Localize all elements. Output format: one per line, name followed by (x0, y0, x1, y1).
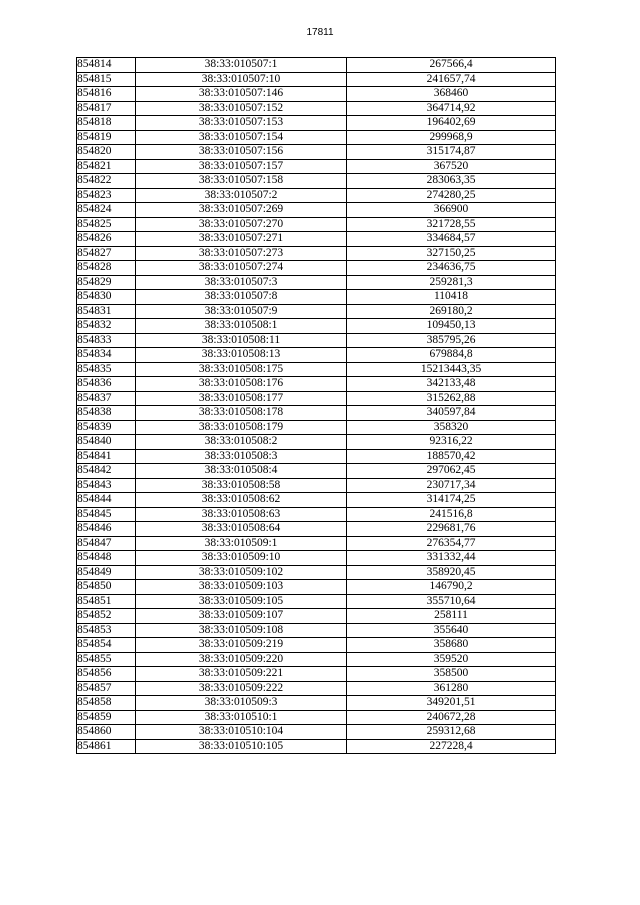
cadastral-number-cell: 38:33:010507:274 (136, 261, 347, 276)
cadastral-number-cell: 38:33:010508:62 (136, 493, 347, 508)
row-number-cell: 854852 (77, 609, 136, 624)
cadastral-number-cell: 38:33:010508:177 (136, 391, 347, 406)
cadastral-value-cell: 367520 (347, 159, 556, 174)
cadastral-value-cell: 227228,4 (347, 739, 556, 754)
cadastral-value-cell: 269180,2 (347, 304, 556, 319)
cadastral-value-cell: 327150,25 (347, 246, 556, 261)
cadastral-number-cell: 38:33:010508:63 (136, 507, 347, 522)
cadastral-value-cell: 340597,84 (347, 406, 556, 421)
cadastral-value-cell: 321728,55 (347, 217, 556, 232)
table-row (77, 159, 556, 174)
row-number-cell: 854814 (77, 58, 136, 73)
cadastral-number-cell: 38:33:010509:102 (136, 565, 347, 580)
cadastral-value-cell: 314174,25 (347, 493, 556, 508)
row-number-cell: 854823 (77, 188, 136, 203)
cadastral-value-cell: 355640 (347, 623, 556, 638)
table-row (77, 667, 556, 682)
row-number-cell: 854838 (77, 406, 136, 421)
cadastral-value-cell: 259312,68 (347, 725, 556, 740)
cadastral-number-cell: 38:33:010509:1 (136, 536, 347, 551)
table-row (77, 203, 556, 218)
row-number-cell: 854834 (77, 348, 136, 363)
table-row (77, 507, 556, 522)
row-number-cell: 854860 (77, 725, 136, 740)
cadastral-value-cell: 368460 (347, 87, 556, 102)
cadastral-value-cell: 274280,25 (347, 188, 556, 203)
row-number-cell: 854840 (77, 435, 136, 450)
row-number-cell: 854829 (77, 275, 136, 290)
cadastral-value-cell: 276354,77 (347, 536, 556, 551)
cadastral-number-cell: 38:33:010507:271 (136, 232, 347, 247)
cadastral-value-cell: 267566,4 (347, 58, 556, 73)
cadastral-value-cell: 92316,22 (347, 435, 556, 450)
cadastral-number-cell: 38:33:010509:220 (136, 652, 347, 667)
cadastral-number-cell: 38:33:010509:107 (136, 609, 347, 624)
row-number-cell: 854822 (77, 174, 136, 189)
cadastral-number-cell: 38:33:010508:3 (136, 449, 347, 464)
cadastral-number-cell: 38:33:010509:219 (136, 638, 347, 653)
cadastral-value-cell: 366900 (347, 203, 556, 218)
row-number-cell: 854850 (77, 580, 136, 595)
cadastral-value-table (76, 57, 556, 754)
cadastral-value-cell: 359520 (347, 652, 556, 667)
cadastral-number-cell: 38:33:010508:2 (136, 435, 347, 450)
table-row (77, 420, 556, 435)
row-number-cell: 854842 (77, 464, 136, 479)
table-row (77, 377, 556, 392)
table-row (77, 536, 556, 551)
row-number-cell: 854817 (77, 101, 136, 116)
cadastral-value-cell: 241657,74 (347, 72, 556, 87)
cadastral-number-cell: 38:33:010509:108 (136, 623, 347, 638)
table-row (77, 87, 556, 102)
cadastral-number-cell: 38:33:010510:105 (136, 739, 347, 754)
table-row (77, 116, 556, 131)
table-row (77, 493, 556, 508)
table-row (77, 652, 556, 667)
cadastral-value-cell: 342133,48 (347, 377, 556, 392)
cadastral-number-cell: 38:33:010507:157 (136, 159, 347, 174)
table-row (77, 362, 556, 377)
row-number-cell: 854832 (77, 319, 136, 334)
table-row (77, 609, 556, 624)
table-row (77, 522, 556, 537)
cadastral-number-cell: 38:33:010507:9 (136, 304, 347, 319)
cadastral-value-cell: 283063,35 (347, 174, 556, 189)
cadastral-number-cell: 38:33:010507:152 (136, 101, 347, 116)
table-row (77, 435, 556, 450)
cadastral-number-cell: 38:33:010510:1 (136, 710, 347, 725)
row-number-cell: 854821 (77, 159, 136, 174)
row-number-cell: 854815 (77, 72, 136, 87)
table-row (77, 739, 556, 754)
cadastral-number-cell: 38:33:010507:270 (136, 217, 347, 232)
row-number-cell: 854854 (77, 638, 136, 653)
cadastral-number-cell: 38:33:010509:3 (136, 696, 347, 711)
cadastral-number-cell: 38:33:010509:10 (136, 551, 347, 566)
table-row (77, 551, 556, 566)
cadastral-number-cell: 38:33:010507:158 (136, 174, 347, 189)
cadastral-value-cell: 241516,8 (347, 507, 556, 522)
cadastral-number-cell: 38:33:010507:154 (136, 130, 347, 145)
table-row (77, 449, 556, 464)
table-row (77, 319, 556, 334)
cadastral-number-cell: 38:33:010507:3 (136, 275, 347, 290)
cadastral-value-cell: 109450,13 (347, 319, 556, 334)
cadastral-value-cell: 258111 (347, 609, 556, 624)
cadastral-value-cell: 229681,76 (347, 522, 556, 537)
cadastral-value-cell: 259281,3 (347, 275, 556, 290)
table-row (77, 710, 556, 725)
cadastral-value-cell: 297062,45 (347, 464, 556, 479)
row-number-cell: 854828 (77, 261, 136, 276)
table-row (77, 72, 556, 87)
cadastral-value-cell: 15213443,35 (347, 362, 556, 377)
cadastral-number-cell: 38:33:010508:175 (136, 362, 347, 377)
cadastral-number-cell: 38:33:010509:105 (136, 594, 347, 609)
page-number: 17811 (306, 27, 334, 38)
row-number-cell: 854845 (77, 507, 136, 522)
row-number-cell: 854849 (77, 565, 136, 580)
row-number-cell: 854846 (77, 522, 136, 537)
row-number-cell: 854837 (77, 391, 136, 406)
cadastral-value-cell: 358680 (347, 638, 556, 653)
cadastral-value-cell: 358920,45 (347, 565, 556, 580)
cadastral-number-cell: 38:33:010508:176 (136, 377, 347, 392)
cadastral-value-cell: 299968,9 (347, 130, 556, 145)
cadastral-value-cell: 234636,75 (347, 261, 556, 276)
row-number-cell: 854848 (77, 551, 136, 566)
row-number-cell: 854861 (77, 739, 136, 754)
row-number-cell: 854853 (77, 623, 136, 638)
row-number-cell: 854833 (77, 333, 136, 348)
cadastral-value-cell: 331332,44 (347, 551, 556, 566)
cadastral-value-cell: 334684,57 (347, 232, 556, 247)
table-row (77, 275, 556, 290)
cadastral-number-cell: 38:33:010508:64 (136, 522, 347, 537)
cadastral-number-cell: 38:33:010509:221 (136, 667, 347, 682)
table-row (77, 623, 556, 638)
table-row (77, 696, 556, 711)
cadastral-number-cell: 38:33:010507:1 (136, 58, 347, 73)
cadastral-value-cell: 679884,8 (347, 348, 556, 363)
cadastral-value-cell: 315174,87 (347, 145, 556, 160)
row-number-cell: 854858 (77, 696, 136, 711)
table-row (77, 101, 556, 116)
row-number-cell: 854835 (77, 362, 136, 377)
row-number-cell: 854843 (77, 478, 136, 493)
table-row (77, 464, 556, 479)
cadastral-value-cell: 355710,64 (347, 594, 556, 609)
cadastral-number-cell: 38:33:010509:103 (136, 580, 347, 595)
row-number-cell: 854857 (77, 681, 136, 696)
cadastral-value-cell: 385795,26 (347, 333, 556, 348)
cadastral-value-cell: 361280 (347, 681, 556, 696)
table-row (77, 290, 556, 305)
table-row (77, 638, 556, 653)
cadastral-number-cell: 38:33:010507:153 (136, 116, 347, 131)
cadastral-number-cell: 38:33:010509:222 (136, 681, 347, 696)
table-row (77, 58, 556, 73)
cadastral-value-cell: 196402,69 (347, 116, 556, 131)
cadastral-number-cell: 38:33:010507:2 (136, 188, 347, 203)
table-row (77, 580, 556, 595)
row-number-cell: 854825 (77, 217, 136, 232)
table-row (77, 304, 556, 319)
row-number-cell: 854851 (77, 594, 136, 609)
cadastral-number-cell: 38:33:010507:8 (136, 290, 347, 305)
row-number-cell: 854819 (77, 130, 136, 145)
row-number-cell: 854831 (77, 304, 136, 319)
table-row (77, 217, 556, 232)
row-number-cell: 854856 (77, 667, 136, 682)
cadastral-number-cell: 38:33:010507:156 (136, 145, 347, 160)
cadastral-number-cell: 38:33:010508:13 (136, 348, 347, 363)
table-row (77, 246, 556, 261)
table-row (77, 594, 556, 609)
cadastral-value-cell: 349201,51 (347, 696, 556, 711)
table-body (77, 58, 556, 754)
cadastral-number-cell: 38:33:010507:273 (136, 246, 347, 261)
table-row (77, 391, 556, 406)
table-row (77, 565, 556, 580)
table-row (77, 188, 556, 203)
cadastral-number-cell: 38:33:010508:178 (136, 406, 347, 421)
table-row (77, 348, 556, 363)
cadastral-number-cell: 38:33:010508:4 (136, 464, 347, 479)
cadastral-value-cell: 364714,92 (347, 101, 556, 116)
cadastral-value-cell: 358320 (347, 420, 556, 435)
row-number-cell: 854859 (77, 710, 136, 725)
cadastral-value-cell: 240672,28 (347, 710, 556, 725)
row-number-cell: 854820 (77, 145, 136, 160)
cadastral-value-cell: 315262,88 (347, 391, 556, 406)
table-row (77, 145, 556, 160)
table-row (77, 681, 556, 696)
row-number-cell: 854839 (77, 420, 136, 435)
table-row (77, 725, 556, 740)
cadastral-value-cell: 230717,34 (347, 478, 556, 493)
cadastral-value-cell: 358500 (347, 667, 556, 682)
row-number-cell: 854836 (77, 377, 136, 392)
row-number-cell: 854847 (77, 536, 136, 551)
cadastral-number-cell: 38:33:010507:10 (136, 72, 347, 87)
cadastral-number-cell: 38:33:010510:104 (136, 725, 347, 740)
row-number-cell: 854816 (77, 87, 136, 102)
cadastral-number-cell: 38:33:010507:146 (136, 87, 347, 102)
cadastral-value-cell: 188570,42 (347, 449, 556, 464)
row-number-cell: 854841 (77, 449, 136, 464)
row-number-cell: 854855 (77, 652, 136, 667)
row-number-cell: 854830 (77, 290, 136, 305)
cadastral-value-cell: 146790,2 (347, 580, 556, 595)
cadastral-number-cell: 38:33:010508:11 (136, 333, 347, 348)
table-row (77, 174, 556, 189)
table-row (77, 130, 556, 145)
table-row (77, 333, 556, 348)
table-row (77, 406, 556, 421)
cadastral-value-cell: 110418 (347, 290, 556, 305)
row-number-cell: 854824 (77, 203, 136, 218)
cadastral-number-cell: 38:33:010508:1 (136, 319, 347, 334)
table-row (77, 232, 556, 247)
row-number-cell: 854844 (77, 493, 136, 508)
cadastral-number-cell: 38:33:010508:179 (136, 420, 347, 435)
table-row (77, 261, 556, 276)
row-number-cell: 854826 (77, 232, 136, 247)
cadastral-number-cell: 38:33:010507:269 (136, 203, 347, 218)
row-number-cell: 854818 (77, 116, 136, 131)
cadastral-number-cell: 38:33:010508:58 (136, 478, 347, 493)
row-number-cell: 854827 (77, 246, 136, 261)
table-row (77, 478, 556, 493)
